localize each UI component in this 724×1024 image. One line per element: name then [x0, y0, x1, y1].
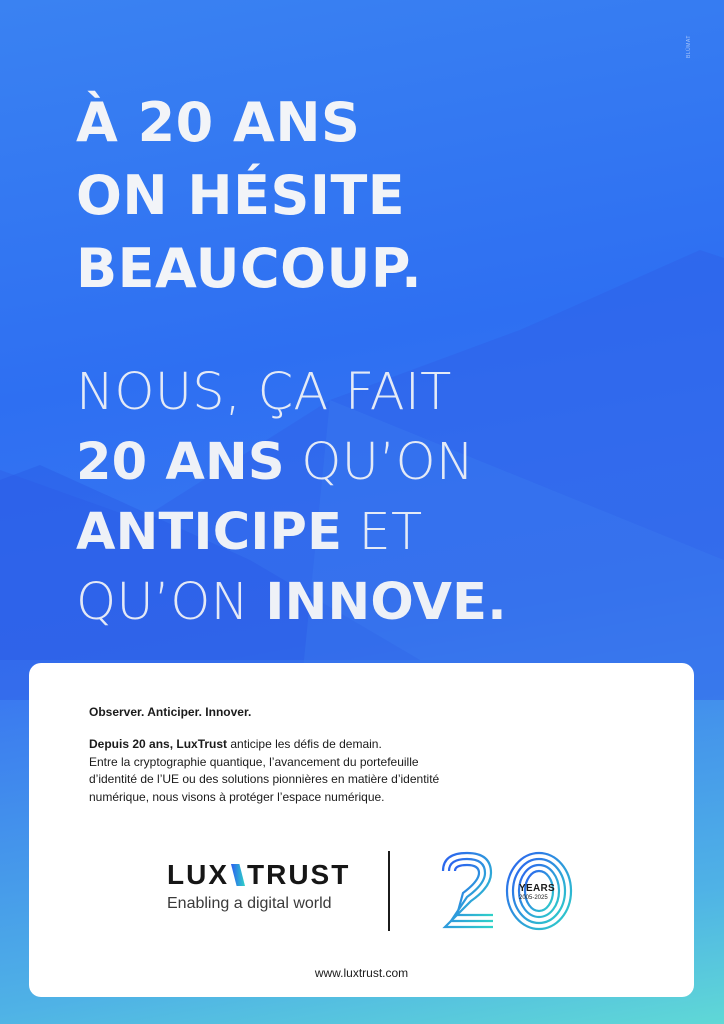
subline-emphasis: INNOVE. [265, 573, 507, 632]
headline [76, 86, 676, 305]
logo-word-right: TRUST [247, 859, 351, 890]
subline-text: QU’ON [284, 433, 475, 492]
website-link[interactable]: www.luxtrust.com [314, 966, 409, 980]
headline-line-2: ON HÉSITE [76, 164, 406, 227]
subline-emphasis: 20 ANS [76, 433, 285, 492]
headline-line-3: BEAUCOUP. [76, 237, 423, 300]
card-tagline: Observer. Anticiper. Innover. [89, 705, 252, 719]
subline-line-3 [76, 498, 696, 568]
subline-text: ET [342, 503, 423, 562]
twenty-years-logo-icon [435, 849, 595, 933]
subline-line-4 [76, 568, 696, 638]
subline-line-2 [76, 428, 696, 498]
photo-credit: BLÜMAT [686, 35, 692, 58]
logo-divider [388, 851, 390, 931]
subline-emphasis: ANTICIPE [76, 503, 343, 562]
body-emphasis: Depuis 20 ans, LuxTrust [89, 737, 228, 751]
body-text-1: anticipe les défis de demain. [227, 737, 382, 751]
subline-text: NOUS, ÇA FAIT [76, 363, 452, 422]
subline-text: QU’ON [76, 573, 266, 632]
headline-line-1: À 20 ANS [76, 91, 361, 154]
body-text-2: Entre la cryptographie quantique, l’avancement du portefeuille d’identité de l’UE ou des solutions pionnières en matière d’identité numérique, nous visons à protéger l’espace numérique. [89, 754, 440, 804]
luxtrust-logo [167, 859, 357, 919]
info-card [29, 663, 694, 997]
card-body [89, 736, 469, 806]
years-label: YEARS [519, 883, 555, 894]
years-range: 2005-2025 [519, 895, 548, 901]
logo-mark-icon [231, 864, 245, 886]
subline-line-1 [76, 358, 696, 428]
subline [76, 358, 696, 638]
logo-wordmark [167, 859, 350, 891]
logo-slogan: Enabling a digital world [167, 895, 332, 912]
logo-word-left: LUX [167, 859, 229, 890]
